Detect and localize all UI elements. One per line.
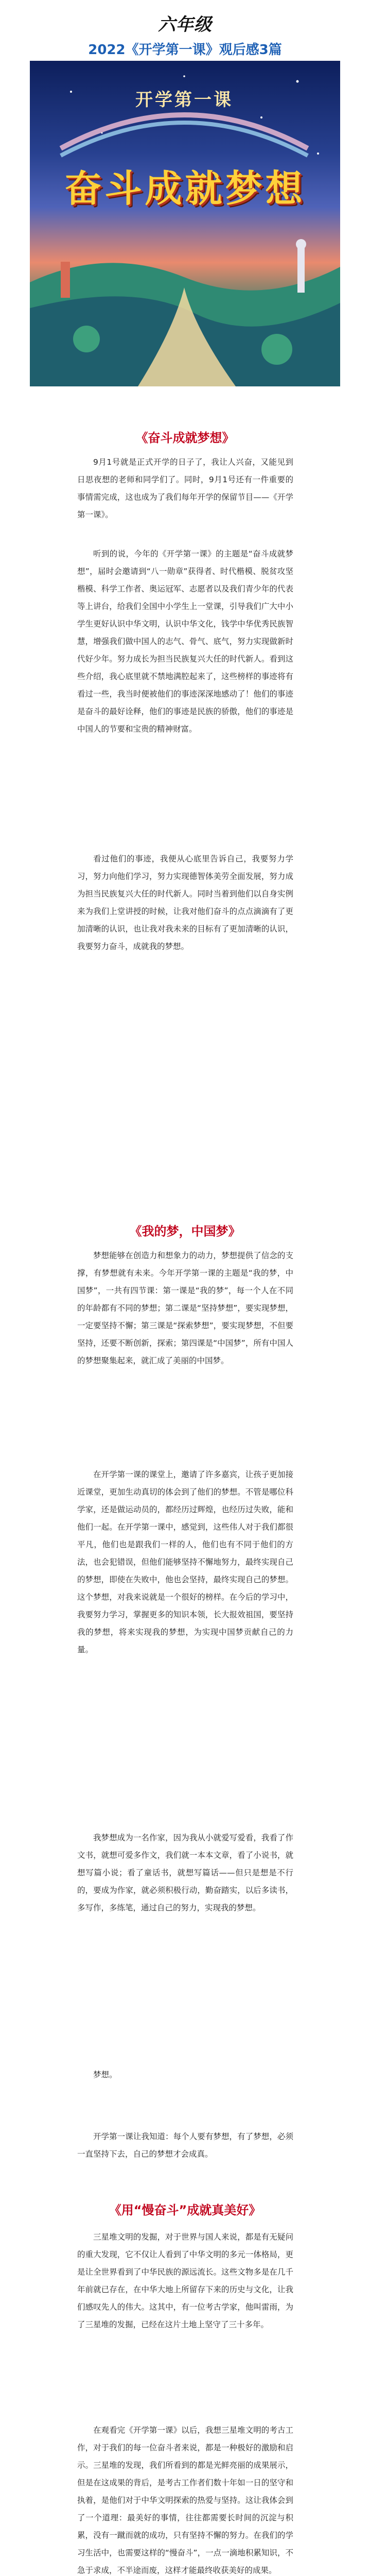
section-title: 《奋斗成就梦想》 [135,431,235,445]
site-logo: 六年级 [158,14,212,35]
paragraph: 梦想。 [93,2070,117,2079]
paragraph: 三星堆文明的发掘，对于世界与国人来说，都是有无疑问的重大发现，它不仅让人看到了中华文明的多元一体格局，更是让全世界看到了中华民族的源远流长。这些文物多是在几千年前就已存在，在中华大地上所留存下来的历史与文化，让我们感叹先人的伟大。这其中，有一位考古学家，他叫雷雨，为了三星堆的发掘，已经在这片土地上坚守了三十多年。 [77,2232,293,2329]
paragraph: 看过他们的事迹，我便从心底里告诉自己，我要努力学习，努力向他们学习，努力实现德智体美劳全面发展，努力成为担当民族复兴大任的时代新人。同时当着到他们以自身实例来为我们上堂讲授的时候，让我对他们奋斗的点点滴滴有了更加清晰的认识，也让我对我未来的目标有了更加清晰的认识，我要努力奋斗，成就我的梦想。 [77,854,293,951]
section-title: 《我的梦，中国梦》 [129,1224,241,1239]
paragraph: 在观看完《开学第一课》以后，我想三星堆文明的考古工作，对于我们的每一位奋斗者来说，都是一种极好的激励和启示。三星堆的发现，我们所看到的都是光鲜亮丽的成果展示，但是在这成果的背后，是考古工作者们数十年如一日的坚守和执着，是他们对于中华文明探索的热爱与坚持。这让我体会到了一个道理：最美好的事情，往往都需要长时间的沉淀与积累，没有一蹴而就的成功，只有坚持不懈的努力。在我们的学习生活中，也需要这样的“慢奋斗”，一点一滴地积累知识，不急于求成，不半途而废，这样才能最终收获美好的成果。 [77,2426,293,2575]
article-title: 2022《开学第一课》观后感3篇 [88,42,282,58]
section-title: 《用“慢奋斗”成就真美好》 [109,2203,261,2217]
hero-title: 奋斗成就梦想 [64,166,306,210]
paragraph: 听到的说，今年的《开学第一课》的主题是“奋斗成就梦想”，届时会邀请到“八一勋章”获得者、时代楷模、脱贫攻坚楷模、科学工作者、奥运冠军、志愿者以及我们青少年的代表等上讲台，给我们全国中小学生上一堂课，引导我们广大中小学生更好认识中华文明，认识中华文化，钱学中华优秀民族智慧，增强我们做中国人的志气、骨气、底气，努力实现做新时代好少年。努力成长为担当民族复兴大任的时代新人。看到这些介绍，我心底里就不禁地满腔起来了，这些榜样的事迹将有看过一些，我当时便被他们的事迹深深地感动了！他们的事迹是奋斗的最好诠释，他们的事迹是民族的骄傲，他们的事迹是中国人的节要和宝贵的精神财富。 [77,549,293,734]
paragraph: 9月1号就是正式开学的日子了，我让人兴奋，又能见到日思夜想的老师和同学们了。同时，9月1号还有一件重要的事情需完成，这也成为了我们每年开学的保留节目——《开学第一课》。 [77,457,293,519]
hero-badge: 开学第一课 [135,90,233,110]
paragraph: 开学第一课让我知道：每个人要有梦想，有了梦想，必须一直坚持下去，自己的梦想才会成真。 [77,2132,293,2159]
paragraph: 我梦想成为一名作家，因为我从小就爱写爱看，我看了作文书，就想可爱多作文，我们就一本本文章，看了小说书，就想写篇小说；看了童话书，就想写篇话——但只是想是不行的，要成为作家，就必须积极行动，勤奋踏实，以后多读书，多写作，多练笔，通过自己的努力，实现我的梦想。 [77,1833,293,1912]
hero-poster [30,61,340,386]
paragraph: 在开学第一课的课堂上，邀请了许多嘉宾，让孩子更加接近课堂，更加生动真切的体会到了他们的梦想。不管是哪位科学家，还是做运动员的，都经历过辉煌，也经历过失败，能和他们一起。在开学第一课中，感觉到，这些伟人对于我们都很平凡，他们也是跟我们一样的人，他们也有不同于他们的方法，也会犯错误，但他们能够坚持不懈地努力，最终实现自己的梦想，即使在失败中，他也会坚持，最终实现自己的梦想。这个梦想，对我来说就是一个很好的榜样。在今后的学习中，我要努力学习，掌握更多的知识本领，长大报效祖国，要坚持我的梦想，将来实现我的梦想，为实现中国梦贡献自己的力量。 [77,1470,293,1654]
paragraph: 梦想能够在创造力和想象力的动力，梦想提供了信念的支撑，有梦想就有未来。今年开学第一课的主题是“我的梦，中国梦”，一共有四节课：第一课是“我的梦”，每一个人在不同的年龄都有不同的梦想；第二课是“坚持梦想”，要实现梦想，一定要坚持不懈；第三课是“探索梦想”，要实现梦想，不但要坚持，还要不断创新，探索；第四课是“中国梦”，所有中国人的梦想聚集起来，就汇成了美丽的中国梦。 [77,1251,293,1365]
